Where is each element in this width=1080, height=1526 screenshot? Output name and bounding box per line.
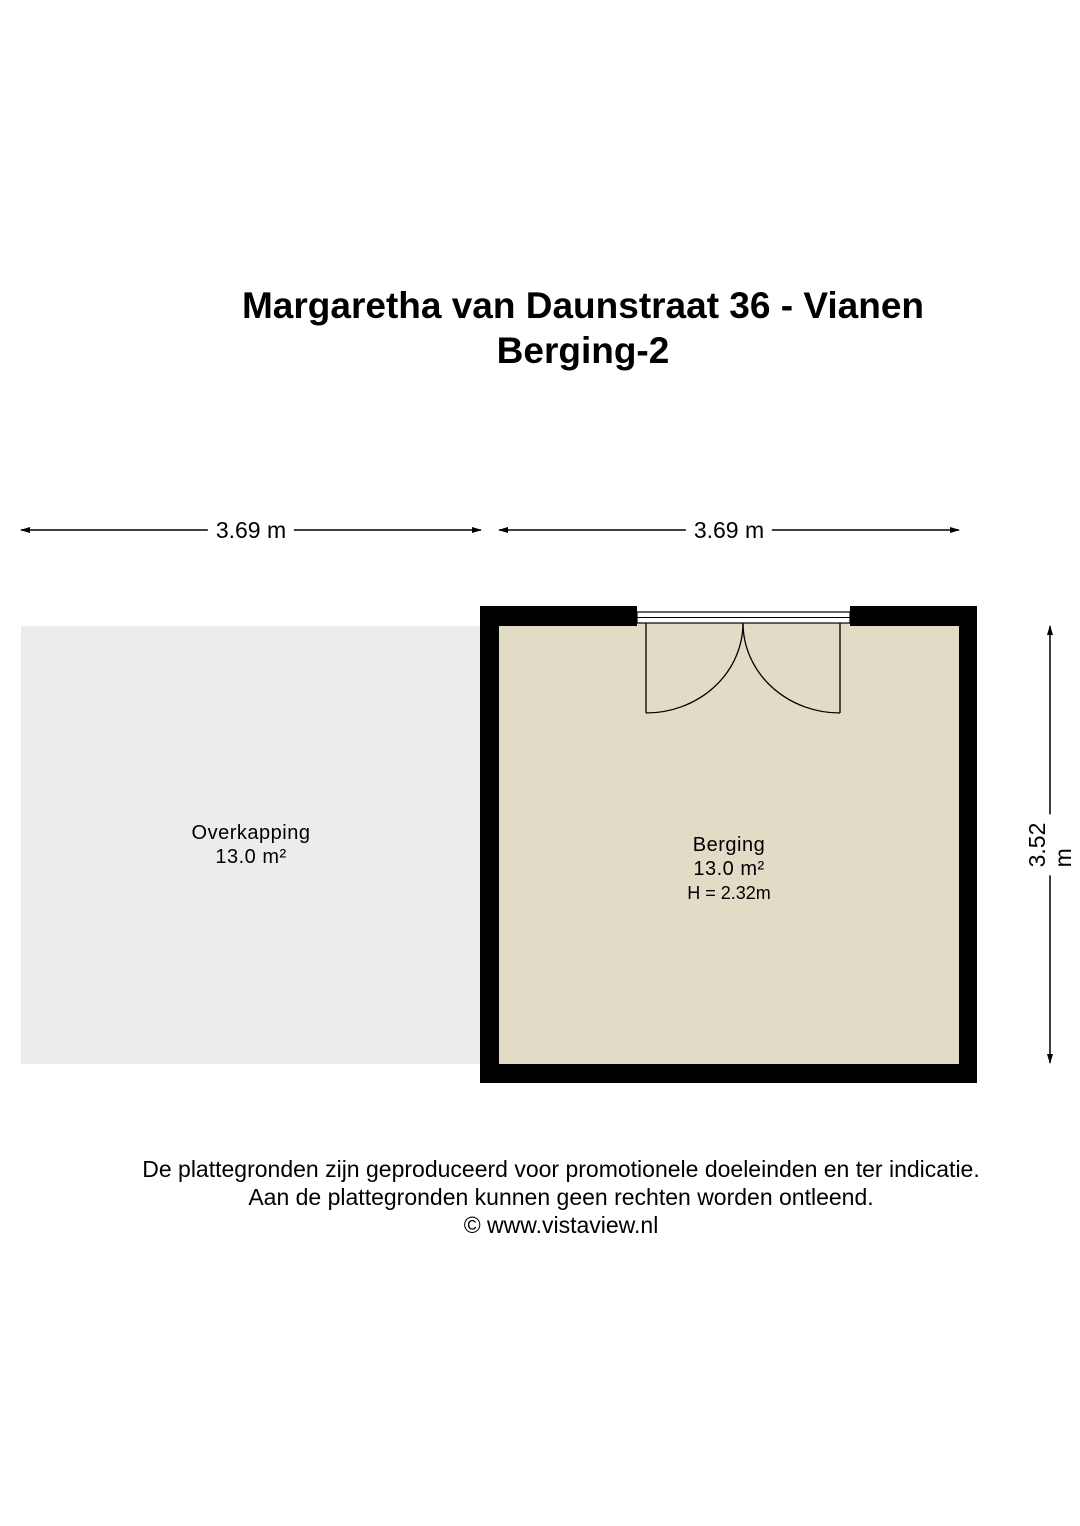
dimension-label-height: 3.52 m bbox=[1024, 815, 1076, 876]
footer-disclaimer-line1: De plattegronden zijn geproduceerd voor promotionele doeleinden en ter indicatie. bbox=[142, 1156, 980, 1182]
overkapping-area-text: 13.0 m² bbox=[215, 846, 287, 868]
footer-copyright: © www.vistaview.nl bbox=[463, 1212, 659, 1238]
plan-title: Margaretha van Daunstraat 36 - Vianen bbox=[241, 285, 924, 326]
dimension-label-right-width: 3.69 m bbox=[686, 517, 772, 543]
berging-area-text: 13.0 m² bbox=[693, 858, 765, 880]
plan-subtitle: Berging-2 bbox=[496, 330, 670, 371]
footer-disclaimer-line2: Aan de plattegronden kunnen geen rechten worden ontleend. bbox=[248, 1184, 874, 1210]
berging-label bbox=[687, 833, 771, 905]
overkapping-label bbox=[192, 821, 311, 869]
berging-name: Berging bbox=[692, 834, 766, 856]
dimension-label-left-width: 3.69 m bbox=[208, 517, 294, 543]
berging-ceiling-height: H = 2.32m bbox=[687, 883, 771, 903]
overkapping-name: Overkapping bbox=[191, 822, 311, 844]
